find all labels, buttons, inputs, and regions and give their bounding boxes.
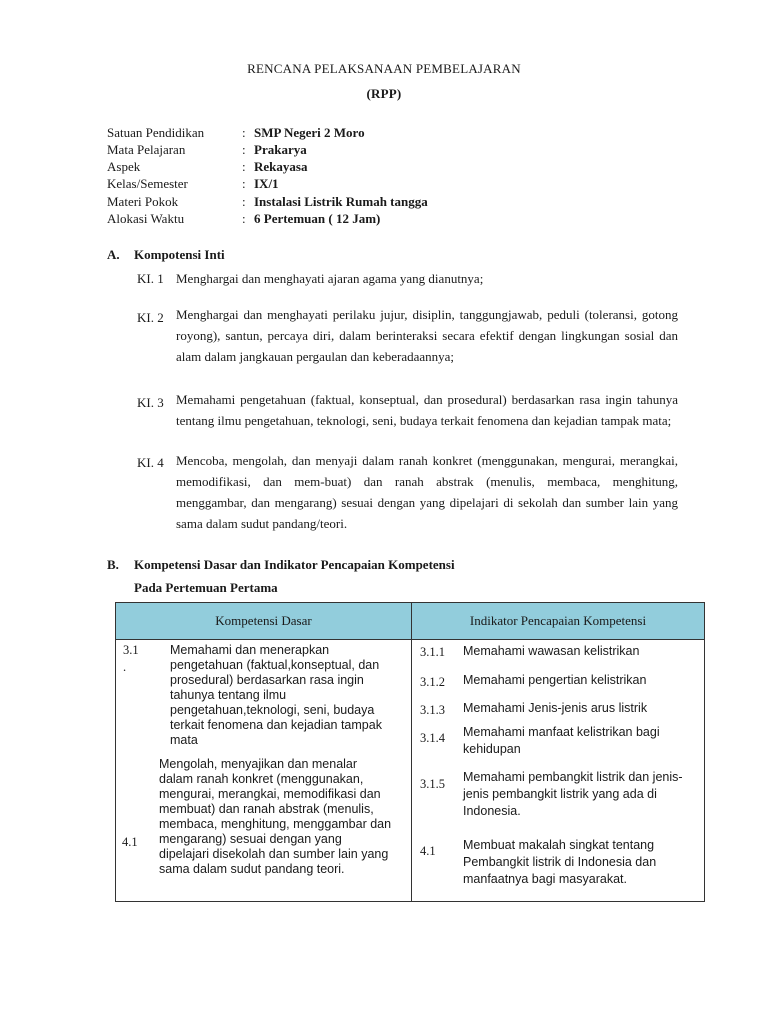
table-header-kd: Kompetensi Dasar xyxy=(116,603,412,640)
ki-text: Menghargai dan menghayati perilaku jujur, disiplin, tanggungjawab, peduli (toleransi, gotong royong), santun, percaya diri, dalam berinteraksi secara efektif dengan lingkungan sosial dan alam dalam jangkauan pergaulan dan keberadaannya; xyxy=(176,307,678,364)
identity-label: Alokasi Waktu xyxy=(107,211,185,226)
ipk-number: 3.1.3 xyxy=(420,703,445,717)
ipk-number: 3.1.5 xyxy=(420,777,445,791)
ipk-text: Memahami Jenis-jenis arus listrik xyxy=(463,701,648,715)
ipk-text: Membuat makalah singkat tentang Pembangkit listrik di Indonesia dan manfaatnya bagi masyarakat. xyxy=(463,838,657,886)
ipk-cell xyxy=(412,640,705,902)
identity-colon: : xyxy=(242,211,246,226)
ki-label: KI. 4 xyxy=(137,455,164,470)
ki-label: KI. 2 xyxy=(137,310,164,325)
kd-text: Memahami dan menerapkan pengetahuan (faktual,konseptual, dan prosedural) berdasarkan rasa ingin tahunya tentang ilmu pengetahuan,teknologi, seni, budaya terkait fenomena dan kejadian tampak mata xyxy=(170,643,382,747)
ki-text: Mencoba, mengolah, dan menyaji dalam ranah konkret (menggunakan, mengurai, merangkai, memodifikasi, dan mem-buat) dan ranah abstrak (menulis, membaca, menghitung, menggambar, dan mengarang) sesuai dengan yang dipelajari di sekolah dan sumber lain yang sama dalam sudut pandang/teori. xyxy=(176,453,678,531)
identity-label: Mata Pelajaran xyxy=(107,142,186,157)
identity-value: 6 Pertemuan ( 12 Jam) xyxy=(254,211,381,226)
table-header-ipk: Indikator Pencapaian Kompetensi xyxy=(412,603,705,640)
ipk-number: 3.1.2 xyxy=(420,675,445,689)
section-a-title: Kompotensi Inti xyxy=(134,247,225,262)
ki-text: Memahami pengetahuan (faktual, konseptual, dan prosedural) berdasarkan rasa ingin tahunya tentang ilmu pengetahuan, teknologi, seni, budaya terkait fenomena dan kejadian tampak mata; xyxy=(176,392,678,428)
identity-label: Materi Pokok xyxy=(107,194,179,209)
identity-colon: : xyxy=(242,176,246,191)
section-b-title: Kompetensi Dasar dan Indikator Pencapaian Kompetensi xyxy=(134,557,455,572)
identity-colon: : xyxy=(242,142,246,157)
ipk-text: Memahami pembangkit listrik dan jenis-jenis pembangkit listrik yang ada di Indonesia. xyxy=(463,770,683,818)
table-row xyxy=(116,640,705,902)
competency-table xyxy=(115,602,705,902)
identity-value: SMP Negeri 2 Moro xyxy=(254,125,365,140)
identity-value: IX/1 xyxy=(254,176,279,191)
kd-number: 4.1 xyxy=(122,835,138,849)
ipk-text: Memahami pengertian kelistrikan xyxy=(463,673,647,687)
ipk-number: 3.1.4 xyxy=(420,731,445,745)
identity-label: Aspek xyxy=(107,159,141,174)
ipk-number: 3.1.1 xyxy=(420,645,445,659)
kd-cell xyxy=(116,640,412,902)
ipk-text: Memahami wawasan kelistrikan xyxy=(463,644,640,658)
kd-number: 3.1 . xyxy=(123,643,139,674)
ipk-text: Memahami manfaat kelistrikan bagi kehidupan xyxy=(463,725,660,756)
identity-colon: : xyxy=(242,159,246,174)
identity-value: Instalasi Listrik Rumah tangga xyxy=(254,194,428,209)
ki-label: KI. 3 xyxy=(137,395,164,410)
identity-label: Kelas/Semester xyxy=(107,176,188,191)
kd-text: Mengolah, menyajikan dan menalar dalam ranah konkret (menggunakan, mengurai, merangkai, memodifikasi dan membuat) dan ranah abstrak (menulis, membaca, menghitung, menggambar dan mengarang) sesuai dengan yang dipelajari disekolah dan sumber lain yang sama dalam sudut pandang teori. xyxy=(159,757,392,876)
ki-text: Menghargai dan menghayati ajaran agama yang dianutnya; xyxy=(176,271,484,286)
document-title: RENCANA PELAKSANAAN PEMBELAJARAN xyxy=(247,61,521,76)
identity-colon: : xyxy=(242,125,246,140)
identity-value: Prakarya xyxy=(254,142,307,157)
section-b-letter: B. xyxy=(107,557,119,572)
identity-label: Satuan Pendidikan xyxy=(107,125,205,140)
section-a-letter: A. xyxy=(107,247,120,262)
section-b-subtitle: Pada Pertemuan Pertama xyxy=(134,580,278,595)
ipk-number: 4.1 xyxy=(420,844,436,858)
identity-colon: : xyxy=(242,194,246,209)
ki-label: KI. 1 xyxy=(137,271,164,286)
identity-value: Rekayasa xyxy=(254,159,308,174)
table-header-row xyxy=(116,603,705,640)
document-subtitle: (RPP) xyxy=(366,86,402,101)
